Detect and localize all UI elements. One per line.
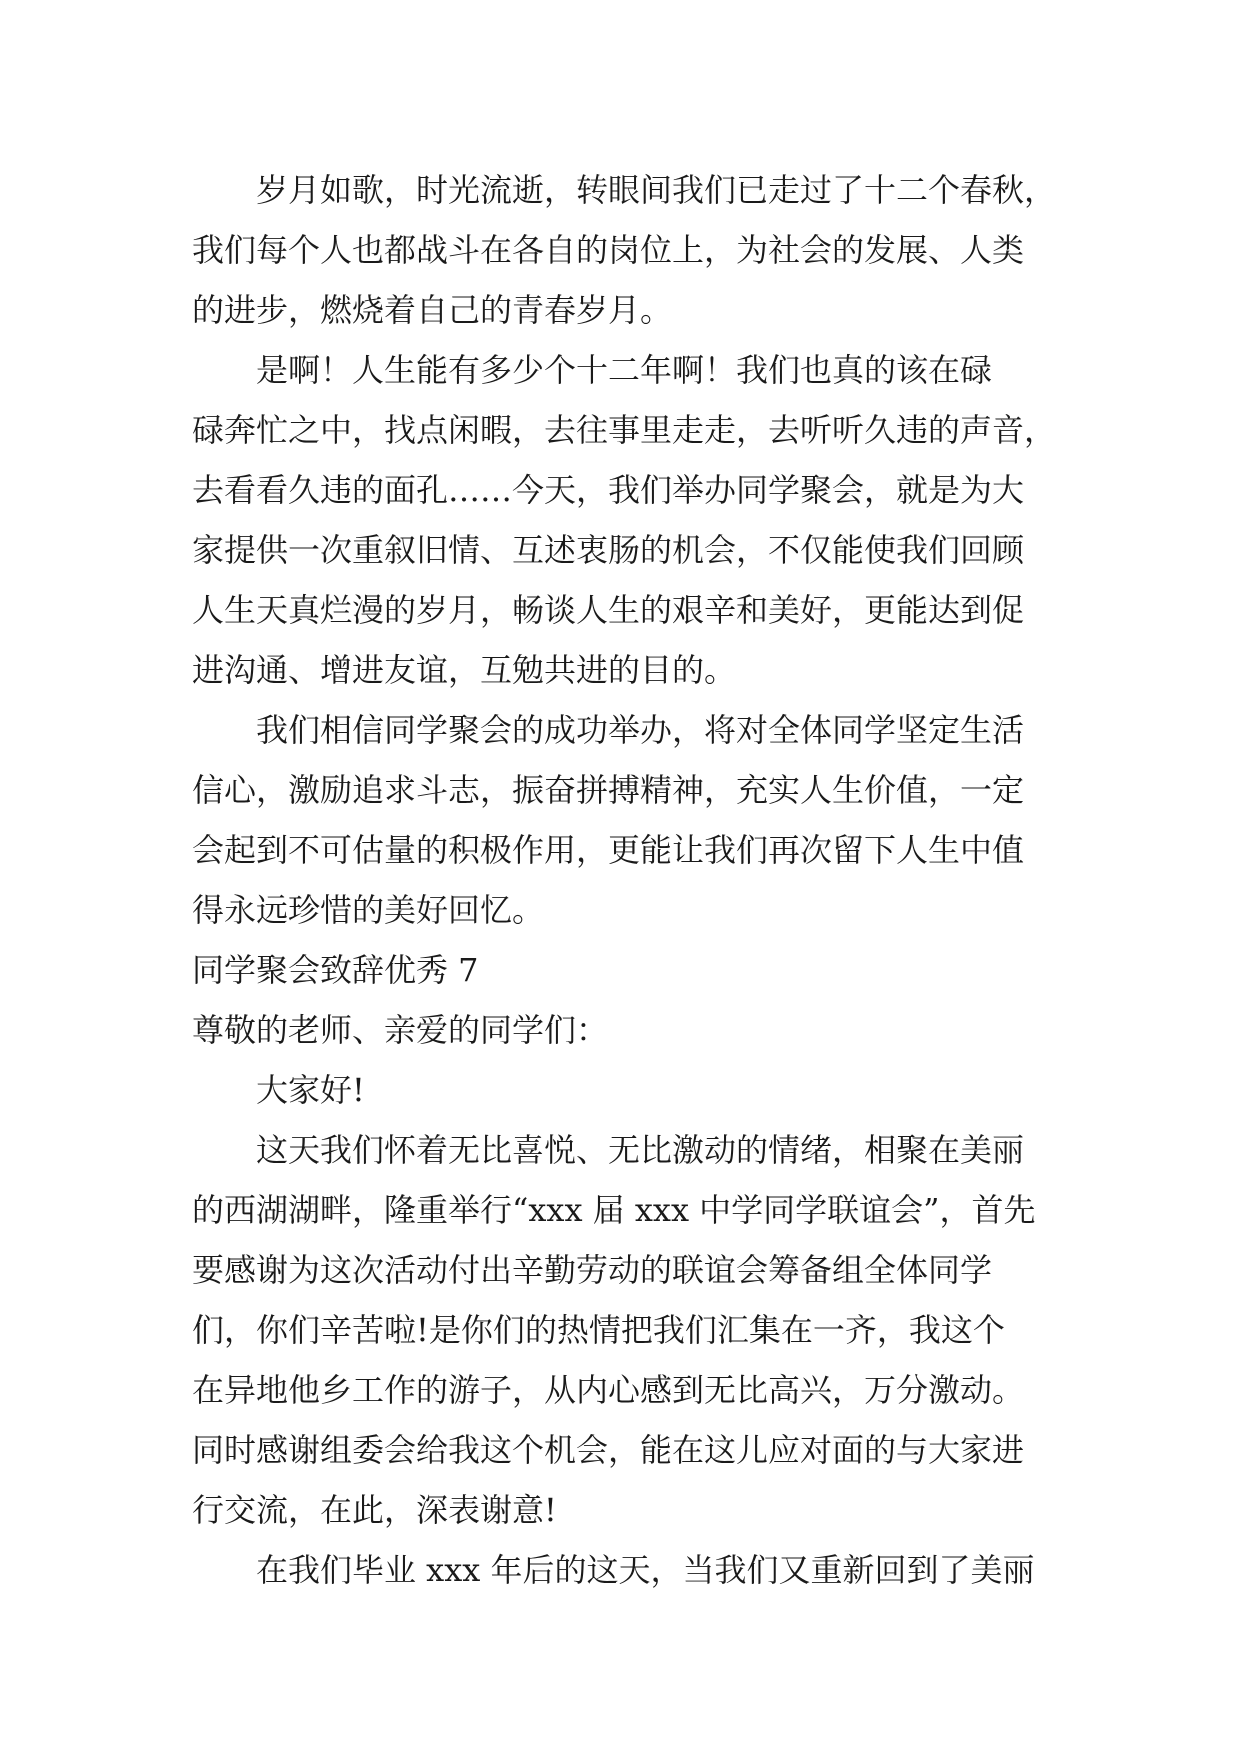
greeting (192, 1060, 1072, 1120)
paragraph (192, 160, 1072, 340)
text-line: 同时感谢组委会给我这个机会，能在这儿应对面的与大家进 (192, 1431, 1025, 1469)
text-line: 得永远珍惜的美好回忆。 (192, 891, 545, 929)
salutation (192, 1000, 1072, 1060)
document-body (192, 160, 1072, 1600)
text-line: 在我们毕业 xxx 年后的这天，当我们又重新回到了美丽 (256, 1551, 1035, 1589)
paragraph (192, 1120, 1072, 1540)
text-line: 进沟通、增进友谊，互勉共进的目的。 (192, 651, 737, 689)
text-line: 们，你们辛苦啦!是你们的热情把我们汇集在一齐，我这个 (192, 1311, 1005, 1349)
text-line: 的西湖湖畔，隆重举行“xxx 届 xxx 中学同学联谊会”，首先 (192, 1191, 1036, 1229)
text-line: 家提供一次重叙旧情、互述衷肠的机会，不仅能使我们回顾 (192, 531, 1025, 569)
text-line: 这天我们怀着无比喜悦、无比激动的情绪，相聚在美丽 (256, 1131, 1025, 1169)
text-line: 信心，激励追求斗志，振奋拼搏精神，充实人生价值，一定 (192, 771, 1025, 809)
text-line: 我们相信同学聚会的成功举办，将对全体同学坚定生活 (256, 711, 1025, 749)
text-line: 是啊！人生能有多少个十二年啊！我们也真的该在碌 (256, 351, 993, 389)
paragraph (192, 1540, 1072, 1600)
section-heading (192, 940, 1072, 1000)
greeting-text: 大家好! (256, 1071, 365, 1109)
paragraph (192, 700, 1072, 940)
paragraph (192, 340, 1072, 700)
text-line: 在异地他乡工作的游子，从内心感到无比高兴，万分激动。 (192, 1371, 1025, 1409)
text-line: 要感谢为这次活动付出辛勤劳动的联谊会筹备组全体同学 (192, 1251, 993, 1289)
text-line: 行交流，在此，深表谢意! (192, 1491, 557, 1529)
text-line: 会起到不可估量的积极作用，更能让我们再次留下人生中值 (192, 831, 1025, 869)
text-line: 人生天真烂漫的岁月，畅谈人生的艰辛和美好，更能达到促 (192, 591, 1025, 629)
text-line: 去看看久违的面孔……今天，我们举办同学聚会，就是为大 (192, 471, 1025, 509)
text-line: 碌奔忙之中，找点闲暇，去往事里走走，去听听久违的声音， (192, 411, 1057, 449)
text-line: 我们每个人也都战斗在各自的岗位上，为社会的发展、人类 (192, 231, 1025, 269)
text-line: 的进步，燃烧着自己的青春岁月。 (192, 291, 673, 329)
salutation-text: 尊敬的老师、亲爱的同学们： (192, 1011, 609, 1049)
text-line: 岁月如歌，时光流逝，转眼间我们已走过了十二个春秋， (256, 171, 1057, 209)
heading-text: 同学聚会致辞优秀 7 (192, 951, 479, 989)
